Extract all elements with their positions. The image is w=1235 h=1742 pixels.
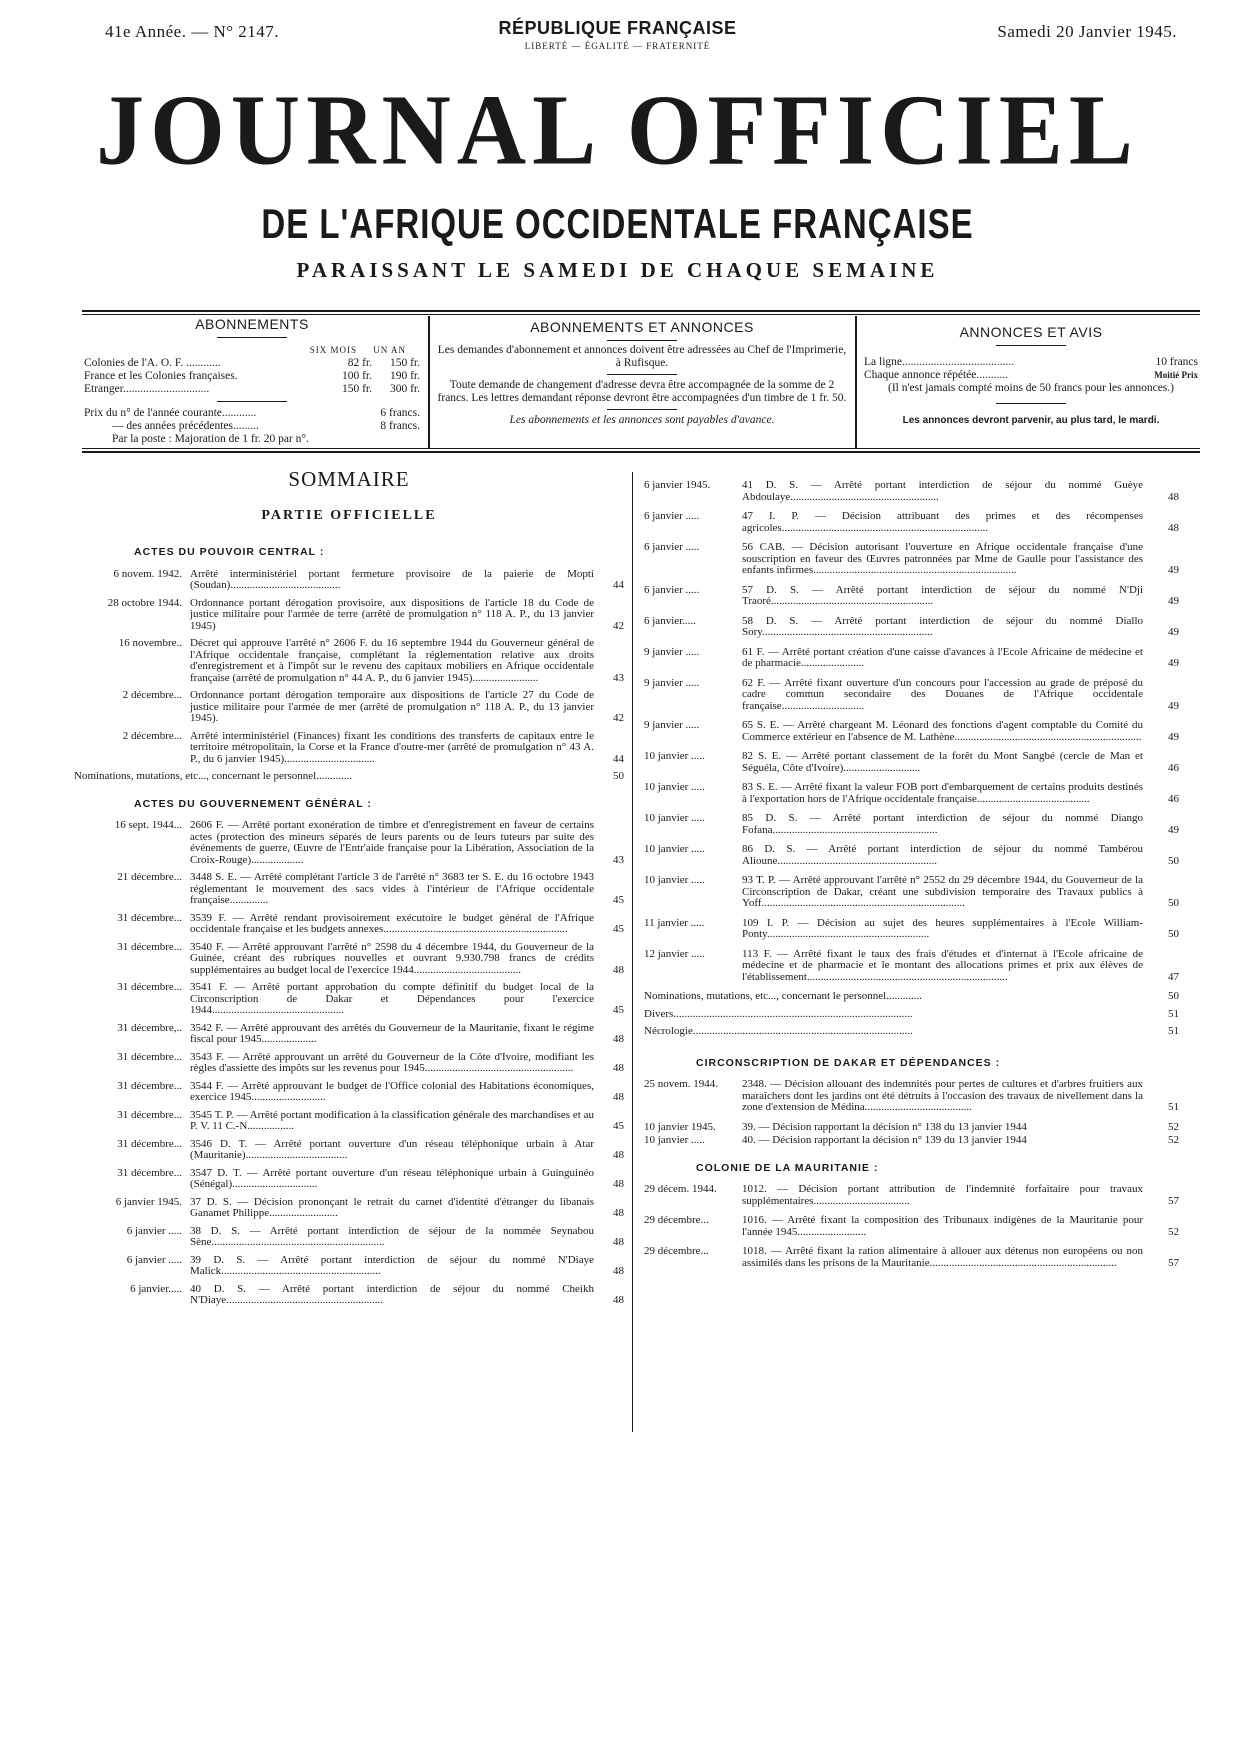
journal-subtitle: DE L'AFRIQUE OCCIDENTALE FRANÇAISE: [261, 200, 974, 247]
nominations-central: Nominations, mutations, etc..., concernant le personnel............. 50: [74, 770, 624, 782]
list-item: 31 décembre... 3544 F. — Arrêté approuvant le budget de l'Office colonial des Habitations économiques, exercice 1945........................... 48: [117, 1079, 624, 1103]
abonnement-row: France et les Colonies françaises. 100 fr. 190 fr.: [84, 370, 420, 382]
separator: [996, 403, 1066, 404]
list-item: 6 janvier 1945. 37 D. S. — Décision prononçant le retrait du carnet d'identité d'étranger du libanais Ganamet Philippe......................... 48: [115, 1195, 624, 1219]
list-item: 25 novem. 1944. 2348. — Décision allouant des indemnités pour pertes de cultures et d'arbres fruitiers aux maraîchers dont les jardins ont été détruits à l'occasion des travaux de nivellement dans la zone d'extension de Médina....................................... 51: [644, 1078, 1179, 1113]
column-divider: [632, 472, 633, 1432]
list-item: 31 décembre,.. 3542 F. — Arrêté approuvant des arrêtés du Gouverneur de la Mauritanie, fixant le régime fiscal pour 1945.................... 48: [117, 1021, 624, 1045]
abonnement-row: Colonies de l'A. O. F. ............ 82 fr. 150 fr.: [84, 357, 420, 369]
box-top-rule: [82, 310, 1200, 312]
partie-officielle: PARTIE OFFICIELLE: [261, 507, 437, 523]
list-item: 2 décembre... Arrêté interministériel (Finances) fixant les conditions des transferts de capitaux entre le territoire métropolitain, la Corse et la France d'outre-mer (arrêté de promulgation n° 43 A. P., du 6 janvier 1945)................................. 44: [122, 729, 624, 765]
annonces-p1: Les demandes d'abonnement et annonces doivent être adressées au Chef de l'Imprimerie, à Rufisque.: [437, 344, 847, 369]
journal-tagline: PARAISSANT LE SAMEDI DE CHAQUE SEMAINE: [296, 258, 939, 282]
section-gouvernement-general: ACTES DU GOUVERNEMENT GÉNÉRAL :: [134, 797, 372, 810]
section-dakar: CIRCONSCRIPTION DE DAKAR ET DÉPENDANCES :: [696, 1056, 1001, 1069]
list-item: 9 janvier ..... 61 F. — Arrêté portant création d'une caisse d'avances à l'Ecole Africaine de médecine et de pharmacie....................... 49: [644, 645, 1179, 669]
divers: Divers....................................................................................... 51: [644, 1007, 1179, 1020]
right-column: [644, 480, 1179, 1277]
abonnements-title: ABONNEMENTS: [195, 316, 309, 332]
list-item: 12 janvier ..... 113 F. — Arrêté fixant le taux des frais d'études et d'internat à l'Ecole africaine de médecine et de pharmacie et le montant des allocations primes et prix aux élèves de l'établissement......................................................................... 47: [644, 947, 1179, 983]
separator: [217, 401, 287, 402]
list-item: 9 janvier ..... 62 F. — Arrêté fixant ouverture d'un concours pour l'accession au grade de préposé du cadre commun secondaire des Douanes de l'Afrique occidentale française.............................. 49: [644, 676, 1179, 712]
poste-note: Par la poste : Majoration de 1 fr. 20 par n°.: [112, 433, 309, 445]
republic-label: RÉPUBLIQUE FRANÇAISE: [498, 18, 737, 38]
list-item: 31 décembre... 3547 D. T. — Arrêté portant ouverture d'un réseau téléphonique urbain à Guinguinéo (Sénégal)............................... 48: [117, 1166, 624, 1190]
ligne-row: La ligne....................................... 10 francs: [864, 356, 1198, 368]
list-item: 29 décem. 1944. 1012. — Décision portant attribution de l'indemnité forfaitaire pour travaux supplémentaires................................... 57: [644, 1183, 1179, 1207]
box-divider-1: [428, 316, 430, 448]
separator: [996, 345, 1066, 346]
col-un-an: UN AN: [373, 345, 406, 355]
section-pouvoir-central: ACTES DU POUVOIR CENTRAL :: [134, 546, 325, 558]
list-item: 6 janvier ..... 57 D. S. — Arrêté portant interdiction de séjour du nommé N'Dji Traoré........................................................... 49: [644, 583, 1179, 607]
list-item: 9 janvier ..... 65 S. E. — Arrêté chargeant M. Léonard des fonctions d'agent comptable du Comité du Commerce extérieur en l'absence de M. Lathène.................................................................... 49: [644, 719, 1179, 743]
annonces-p2: Toute demande de changement d'adresse devra être accompagnée de la somme de 2 francs. Les lettres demandant réponse devront être accompagnées d'un timbre de 1 fr. 50.: [437, 379, 847, 404]
annonces-avis-title: ANNONCES ET AVIS: [959, 324, 1103, 340]
abonnements-annonces-box: [436, 318, 848, 427]
abonnements-col-headers: [84, 344, 420, 357]
annonces-p3: Les abonnements et les annonces sont payables d'avance.: [509, 414, 775, 426]
list-item: 6 janvier ..... 38 D. S. — Arrêté portant interdiction de séjour de la nommée Seynabou Sène............................................................... 48: [126, 1224, 624, 1248]
separator: [607, 409, 677, 410]
motto: LIBERTÉ — ÉGALITÉ — FRATERNITÉ: [524, 41, 711, 51]
list-item: 16 sept. 1944... 2606 F. — Arrêté portant exonération de timbre et d'enregistrement en faveur de certains actes (protection des mineurs séparés de leurs parents ou de leurs tuteurs par suite des événements de guerre, Œuvre de l'Entr'aide française pour la Libération, Association de la Croix-Rouge)................... 43: [114, 819, 624, 866]
abonnements-box: [84, 318, 420, 446]
annonces-minimum-note: (Il n'est jamais compté moins de 50 francs pour les annonces.): [888, 382, 1174, 394]
list-item: 31 décembre... 3541 F. — Arrêté portant approbation du compte définitif du budget local de la Circonscription de Dakar et Dépendances pour l'exercice 1944................................................ 45: [117, 981, 624, 1016]
separator: [607, 340, 677, 341]
issue-number: 41e Année. — N° 2147.: [105, 22, 280, 41]
list-item: 10 janvier ..... 86 D. S. — Arrêté portant interdiction de séjour du nommé Tambérou Alioune.......................................................... 50: [644, 843, 1179, 867]
list-item: 16 novembre.. Décret qui approuve l'arrêté n° 2606 F. du 16 septembre 1944 du Gouverneur général de l'Afrique occidentale française, complétant la réglementation relative aux droits d'enregistrement et à l'impôt sur le revenu des capitaux mobiliers en Afrique occidentale française (arrêté de promulgation n° 44 A. P., du 6 janvier 1945)........................ 43: [118, 637, 624, 684]
list-item: 29 décembre... 1018. — Arrêté fixant la ration alimentaire à allouer aux détenus non européens ou non assimilés dans les prisons de la Mauritanie.................................................................... 57: [644, 1245, 1179, 1269]
list-item: 11 janvier ..... 109 I. P. — Décision au sujet des heures supplémentaires à l'Ecole William-Ponty........................................................... 50: [644, 916, 1179, 940]
necrologie: Nécrologie................................................................................ 51: [644, 1025, 1179, 1037]
list-item: 28 octobre 1944. Ordonnance portant dérogation provisoire, aux dispositions de l'article 18 du Code de justice militaire pour l'armée de terre (arrêté de promulgation n° 118 A. P., du 13 janvier 1945) 42: [107, 596, 624, 632]
left-column: [74, 467, 624, 1313]
annonces-deadline: Les annonces devront parvenir, au plus tard, le mardi.: [902, 415, 1160, 426]
abonnements-annonces-title: ABONNEMENTS ET ANNONCES: [530, 319, 754, 335]
separator: [607, 374, 677, 375]
list-item: 31 décembre... 3546 D. T. — Arrêté portant ouverture d'un réseau téléphonique urbain à Atar (Mauritanie)..................................... 48: [117, 1137, 624, 1161]
list-item: 6 janvier ..... 47 I. P. — Décision attribuant des primes et des récompenses agricoles........................................................................... 48: [644, 510, 1179, 534]
separator: [217, 337, 287, 338]
section-mauritanie: COLONIE DE LA MAURITANIE :: [696, 1161, 879, 1174]
box-bottom-rule-2: [82, 451, 1200, 453]
list-item: 10 janvier ..... 93 T. P. — Arrêté approuvant l'arrêté n° 2552 du 29 décembre 1944, du Gouverneur de la Circonscription de Dakar, créant une subdivision temporaire des Travaux publics à Yoff.......................................................................... 50: [644, 874, 1179, 909]
list-item: 6 janvier ..... 39 D. S. — Arrêté portant interdiction de séjour du nommé N'Diaye Malick.......................................................... 48: [126, 1253, 624, 1277]
col-six-mois: SIX MOIS: [309, 345, 357, 355]
issue-date: Samedi 20 Janvier 1945.: [997, 22, 1177, 41]
list-item: 10 janvier ..... 82 S. E. — Arrêté portant classement de la forêt du Mont Sangbé (cercle de Man et Séguéla, Côte d'Ivoire)............................ 46: [644, 750, 1179, 774]
list-item: 6 janvier..... 40 D. S. — Arrêté portant interdiction de séjour du nommé Cheikh N'Diaye......................................................... 48: [130, 1282, 624, 1306]
prix-row: — des années précédentes......... 8 francs.: [112, 420, 420, 432]
sommaire-title: SOMMAIRE: [288, 467, 410, 491]
journal-title: JOURNAL OFFICIEL: [96, 73, 1139, 186]
list-item: 6 novem. 1942. Arrêté interministériel portant fermeture provisoire de la paierie de Mopti (Soudan)........................................ 44: [113, 567, 624, 591]
list-item: 31 décembre... 3543 F. — Arrêté approuvant un arrêté du Gouverneur de la Côte d'Ivoire, modifiant les règles d'assiette des impôts sur les revenus pour 1945...................................................... 48: [117, 1050, 624, 1074]
abonnement-row: Etranger.............................. 150 fr. 300 fr.: [84, 383, 420, 395]
nominations-general: Nominations, mutations, etc..., concernant le personnel............. 50: [644, 990, 1179, 1002]
box-divider-2: [855, 316, 857, 448]
list-item: 10 janvier ..... 83 S. E. — Arrêté fixant la valeur FOB port d'embarquement de certains produits destinés à l'exportation hors de l'Afrique occidentale française......................................... 46: [644, 781, 1179, 805]
list-item: 6 janvier 1945. 41 D. S. — Arrêté portant interdiction de séjour du nommé Guèye Abdoulaye...................................................... 48: [644, 479, 1179, 503]
list-item: 31 décembre... 3545 T. P. — Arrêté portant modification à la classification générale des marchandises et au P. V. 11 C.-N................. 45: [117, 1108, 624, 1132]
list-item: 10 janvier ..... 85 D. S. — Arrêté portant interdiction de séjour du nommé Diango Fofana............................................................ 49: [644, 812, 1179, 836]
repetition-row: Chaque annonce répétée........... Moitié Prix: [864, 369, 1198, 381]
box-top-rule-2: [82, 314, 1200, 315]
list-item: 2 décembre... Ordonnance portant dérogation temporaire aux dispositions de l'article 27 du Code de justice militaire pour l'armée de mer (arrêté de promulgation n° 118 A. P., du 13 janvier 1945). 42: [122, 689, 624, 724]
annonces-avis-box: [864, 318, 1198, 427]
prix-row: Prix du n° de l'année courante............ 6 francs.: [84, 407, 420, 419]
list-item: 21 décembre... 3448 S. E. — Arrêté complétant l'article 3 de l'arrêté n° 3683 ter S. E. du 16 octobre 1943 réglementant le mouvement des sacs vides à l'intérieur de l'Afrique occidentale française.............. 45: [117, 871, 624, 906]
list-item: 10 janvier 1945. 39. — Décision rapportant la décision n° 138 du 13 janvier 1944 52: [644, 1120, 1179, 1133]
list-item: 31 décembre... 3539 F. — Arrêté rendant provisoirement exécutoire le budget général de l'Afrique occidentale française et les budgets annexes................................................................... 45: [117, 911, 624, 935]
list-item: 10 janvier ..... 40. — Décision rapportant la décision n° 139 du 13 janvier 1944 52: [644, 1134, 1179, 1146]
box-bottom-rule: [82, 448, 1200, 449]
list-item: 6 janvier..... 58 D. S. — Arrêté portant interdiction de séjour du nommé Diallo Sory.............................................................. 49: [644, 614, 1179, 638]
list-item: 29 décembre... 1016. — Arrêté fixant la composition des Tribunaux indigènes de la Mauritanie pour l'année 1945......................... 52: [644, 1214, 1179, 1238]
list-item: 31 décembre... 3540 F. — Arrêté approuvant l'arrêté n° 2598 du 4 décembre 1944, du Gouverneur de la Guinée, créant des rubriques nouvelles et ouvrant 9.930.798 francs de crédits supplémentaires au budget local de l'exercice 1944....................................... 48: [117, 940, 624, 976]
list-item: 6 janvier ..... 56 CAB. — Décision autorisant l'ouverture en Afrique occidentale française d'une souscription en faveur des Œuvres patronnées par Mme de Gaulle pour l'assistance des enfants infirmes.......................................................................... 49: [644, 541, 1179, 576]
